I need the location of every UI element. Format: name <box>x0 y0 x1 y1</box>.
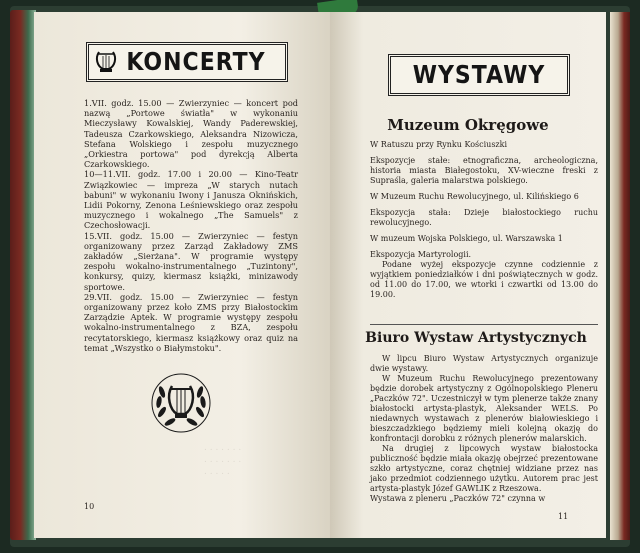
paragraph: Na drugiej z lipcowych wystaw białostocka publiczność będzie miała okazję obejrzeć prezentowane szkło artystyczne, coraz chętniej widziane przez nas jako przedmiot codziennego użytku. Autorem prac jest artysta-plastyk Józef GAWLIK z Rzeszowa. <box>370 444 598 493</box>
lyre-icon <box>93 48 119 74</box>
paragraph: Ekspozycja stała: Dzieje białostockiego ruchu rewolucyjnego. <box>370 208 598 227</box>
paragraph: Podane wyżej ekspozycje czynne codziennie z wyjątkiem poniedziałków i dni poświątecznych w godz. od 11.00 do 17.00, we wtorki i czwartki od 13.00 do 19.00. <box>370 260 598 299</box>
koncerty-title: KONCERTY <box>126 47 266 77</box>
page-edges-right <box>610 12 630 540</box>
left-page <box>34 12 330 538</box>
concert-entry: 15.VII. godz. 15.00 — Zwierzyniec — festyn organizowany przez Zarząd Zakładowy ZMS zakładów „Sierżana". W programie występy zespołu wokalno-instrumentalnego „Tuzintony", konkursy, quizy, kiermasz książki, minizawody sportowe. <box>84 230 298 292</box>
muzeum-text <box>370 140 598 300</box>
bwa-text <box>370 354 598 504</box>
concert-entry: 1.VII. godz. 15.00 — Zwierzyniec — koncert pod nazwą „Portowe światła" w wykonaniu Mieczysławy Kowalskiej, Wandy Paderewskiej, Tadeusza Czarkowskiego, Aleksandra Nizowicza, Stefana Wolskiego i zespołu muzycznego „Orkiestra portowa" pod dyrekcją Alberta Czarkowskiego. <box>84 98 298 170</box>
paragraph: W Muzeum Ruchu Rewolucyjnego prezentowany będzie dorobek artystyczny z Ogólnopolskiego Pleneru „Paczków 72". Uczestniczył w tym plenerze także znany białostocki artysta-plastyk, Aleksander WELS. Po niedawnych wystawach z plenerów białowieskiego i bieszczadzkiego będziemy mieli kolejną okazję do konfrontacji dorobku z różnych plenerów malarskich. <box>370 374 598 443</box>
wystawy-banner <box>388 54 570 96</box>
paragraph: W Muzeum Ruchu Rewolucyjnego, ul. Kilińskiego 6 <box>370 192 579 201</box>
section-heading-bwa: Biuro Wystaw Artystycznych <box>365 330 587 346</box>
koncerty-banner <box>86 42 288 82</box>
page-number-right: 11 <box>558 512 569 521</box>
divider <box>370 324 598 325</box>
wystawy-title: WYSTAWY <box>412 60 546 90</box>
paragraph: W muzeum Wojska Polskiego, ul. Warszawska 1 <box>370 234 563 243</box>
lyre-wreath-emblem <box>150 372 212 434</box>
concert-entry: 10—11.VII. godz. 17.00 i 20.00 — Kino-Teatr Związkowiec — impreza „W starych nutach babuni" w wykonaniu Iwony i Janusza Oknińskich, Lidii Pokorny, Zenona Leśniewskiego oraz zespołu muzycznego i wokalnego „The Samuels" z Czechosłowacji. <box>84 169 298 231</box>
concert-entry: 29.VII. godz. 15.00 — Zwierzyniec — festyn organizowany przez koło ZMS przy Białostockim Zarządzie Aptek. W programie występy zespołu wokalno-instrumentalnego z BZA, zespołu recytatorskiego, kiermasz książkowy oraz quiz na temat „Wszystko o Białymstoku". <box>84 291 298 353</box>
paragraph: Ekspozycje stałe: etnograficzna, archeologiczna, historia miasta Białegostoku, XV-wieczne freski z Supraśla, galeria malarstwa polskiego. <box>370 156 598 185</box>
section-heading-muzeum: Muzeum Okręgowe <box>387 116 549 134</box>
show-through-text: . . . . . . . . . . . . . . . . . . . <box>204 443 242 477</box>
right-page <box>330 12 606 538</box>
page-number-left: 10 <box>84 502 95 511</box>
paragraph: Ekspozycja Martyrologii. <box>370 250 472 259</box>
paragraph: Wystawa z pleneru „Paczków 72" czynna w <box>370 494 546 503</box>
paragraph: W Ratuszu przy Rynku Kościuszki <box>370 140 508 149</box>
concert-list <box>84 98 298 353</box>
page-edges-left <box>10 10 36 540</box>
paragraph: W lipcu Biuro Wystaw Artystycznych organizuje dwie wystawy. <box>370 354 598 373</box>
